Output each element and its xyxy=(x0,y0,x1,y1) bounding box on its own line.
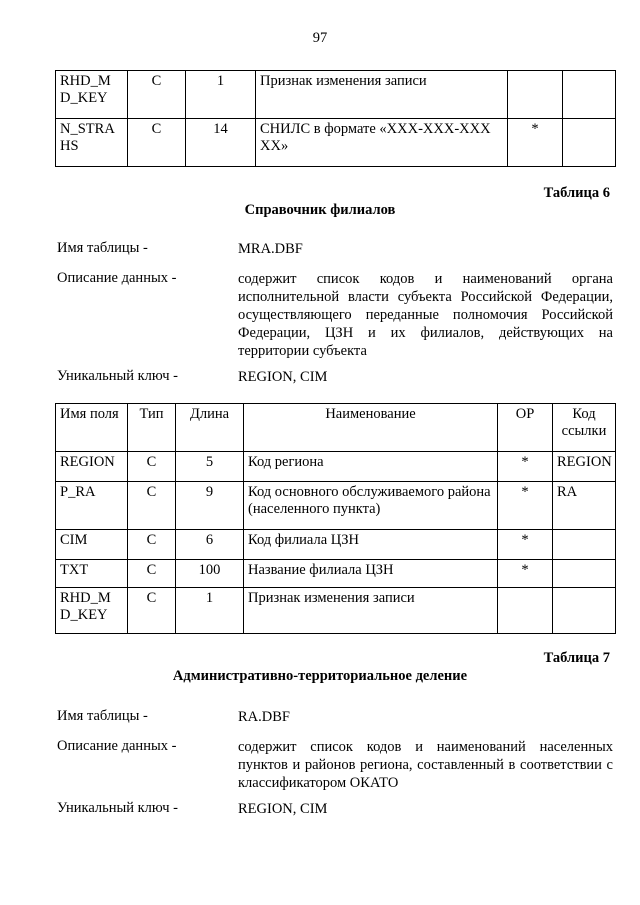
table6-caption: Справочник филиалов xyxy=(244,202,396,218)
cell-name: Код региона xyxy=(244,452,498,482)
table6-desc-label: Описание данных - xyxy=(57,270,177,286)
cell-name: Признак изменения записи xyxy=(256,71,508,119)
table6-grid xyxy=(55,403,616,634)
table7-tag: Таблица 7 xyxy=(543,650,610,666)
cell-field: P_RA xyxy=(56,482,128,530)
cell-field: TXT xyxy=(56,560,128,588)
cell-type: C xyxy=(128,560,176,588)
cell-length: 1 xyxy=(176,588,244,634)
header-field: Имя поля xyxy=(56,404,128,452)
cell-type: C xyxy=(128,71,186,119)
table6-tag: Таблица 6 xyxy=(543,185,610,201)
cell-type: C xyxy=(128,119,186,167)
cell-type: C xyxy=(128,530,176,560)
table7-key-value: REGION, CIM xyxy=(238,801,328,817)
table6-key-label: Уникальный ключ - xyxy=(57,368,178,384)
table-row xyxy=(56,560,616,588)
cell-or: * xyxy=(498,452,553,482)
cell-ref xyxy=(553,560,616,588)
table-row xyxy=(56,482,616,530)
cell-length: 9 xyxy=(176,482,244,530)
cell-length: 1 xyxy=(186,71,256,119)
cell-field: CIM xyxy=(56,530,128,560)
cell-or xyxy=(508,71,563,119)
header-length: Длина xyxy=(176,404,244,452)
cell-ref xyxy=(563,119,616,167)
cell-type: C xyxy=(128,482,176,530)
table7-name-value: RA.DBF xyxy=(238,709,290,725)
header-type: Тип xyxy=(128,404,176,452)
continued-table xyxy=(55,70,616,167)
cell-length: 14 xyxy=(186,119,256,167)
cell-length: 5 xyxy=(176,452,244,482)
cell-field: N_STRA HS xyxy=(56,119,128,167)
table7-name-label: Имя таблицы - xyxy=(57,708,148,724)
cell-length: 100 xyxy=(176,560,244,588)
table7-caption: Административно-территориальное деление xyxy=(172,668,468,684)
cell-length: 6 xyxy=(176,530,244,560)
table-row xyxy=(56,119,616,167)
cell-or: * xyxy=(498,530,553,560)
cell-or xyxy=(498,588,553,634)
cell-ref: RA xyxy=(553,482,616,530)
table-row xyxy=(56,588,616,634)
cell-name: СНИЛС в формате «XXX-XXX-XXX XX» xyxy=(256,119,508,167)
table-row xyxy=(56,71,616,119)
cell-field: RHD_M D_KEY xyxy=(56,71,128,119)
cell-name: Код филиала ЦЗН xyxy=(244,530,498,560)
cell-name: Код основного обслуживаемого района (населенного пункта) xyxy=(244,482,498,530)
header-or: ОР xyxy=(498,404,553,452)
cell-ref xyxy=(553,588,616,634)
cell-name: Название филиала ЦЗН xyxy=(244,560,498,588)
cell-type: C xyxy=(128,452,176,482)
cell-ref: REGION xyxy=(553,452,616,482)
cell-type: C xyxy=(128,588,176,634)
cell-or: * xyxy=(498,560,553,588)
cell-field: REGION xyxy=(56,452,128,482)
cell-or: * xyxy=(508,119,563,167)
header-name: Наименование xyxy=(244,404,498,452)
header-ref: Код ссылки xyxy=(553,404,616,452)
page-number: 97 xyxy=(312,30,328,46)
cell-or: * xyxy=(498,482,553,530)
table6-name-value: MRA.DBF xyxy=(238,241,303,257)
cell-name: Признак изменения записи xyxy=(244,588,498,634)
cell-ref xyxy=(563,71,616,119)
table-row xyxy=(56,530,616,560)
table6-desc-value: содержит список кодов и наименований органа исполнительной власти субъекта Российской Федерации, осуществляющего переданные полномочия Российской Федерации, ЦЗН и их филиалов, действующих на территории субъекта xyxy=(238,271,613,359)
table7-desc-label: Описание данных - xyxy=(57,738,177,754)
table7-key-label: Уникальный ключ - xyxy=(57,800,178,816)
table6-key-value: REGION, CIM xyxy=(238,369,328,385)
cell-field: RHD_M D_KEY xyxy=(56,588,128,634)
table6-name-label: Имя таблицы - xyxy=(57,240,148,256)
table7-desc-value: содержит список кодов и наименований населенных пунктов и районов региона, составленный в соответствии с классификатором ОКАТО xyxy=(238,739,613,791)
table-header-row xyxy=(56,404,616,452)
cell-ref xyxy=(553,530,616,560)
table-row xyxy=(56,452,616,482)
